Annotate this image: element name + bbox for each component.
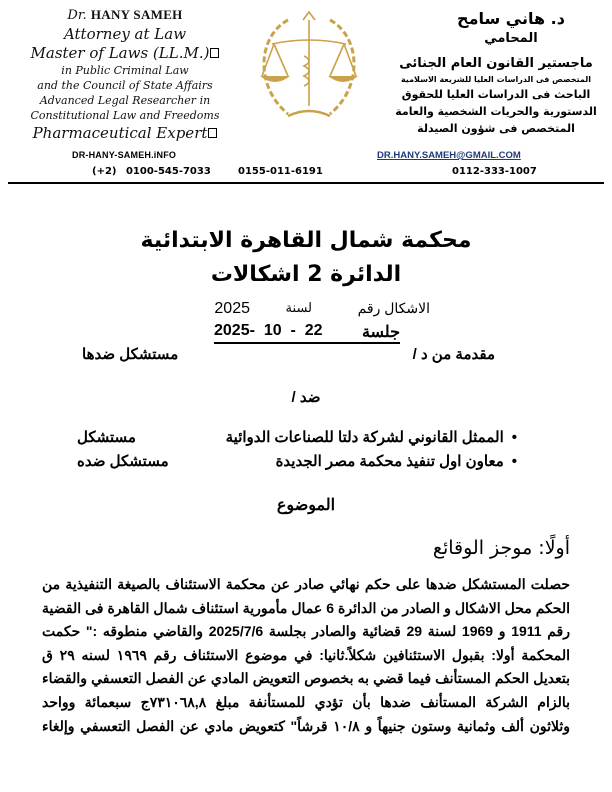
credential-line: and the Council of State Affairs (37, 79, 213, 92)
paragraph-line: رقم 1911 و 1969 لسنة 29 قضائية والصادر بجلسة 2025/7/6 والقاضي منطوقه :" حكمت (42, 623, 571, 640)
paragraph-line: وثلاثون ألف وثمانية وستون جنيهاً و ١٠/٨ قرشاً" كتعويض مادي عن الفصل التعسفي وإلغاء (42, 717, 570, 734)
credential-line-ar: المتخصص فى شؤون الصيدلة (417, 122, 575, 135)
phone-number-2: 0155-011-6191 (238, 166, 323, 177)
credential-line: Constitutional Law and Freedoms (30, 109, 220, 122)
missing-glyph-box-icon (210, 48, 219, 58)
letterhead-arabic (380, 8, 612, 137)
session-date-line (214, 322, 400, 344)
attorney-name-en: Dr. HANY SAMEH (67, 7, 183, 23)
paragraph-line: المحكمة أولا: بقبول الاستئنافين شكلاً.ثانيا: في موضوع الاستئناف رقم ١٩٦٩ لسنه ٢٩ ق (42, 646, 570, 663)
court-name: محكمة شمال القاهرة الابتدائية (140, 228, 472, 253)
paragraph-line: بالزام الشركة المستأنف ضدها بأن تؤدي للمستأنفة مبلغ ٧٣١٠٦٨,٨ج سبعمائة وواحد (42, 693, 571, 710)
attorney-name-ar: د. هاني سامح (457, 9, 565, 28)
credential-line: in Public Criminal Law (61, 64, 189, 77)
missing-glyph-box-icon (208, 128, 217, 138)
letterhead-english (0, 6, 250, 143)
session-label: جلسة (361, 324, 400, 341)
facts-paragraph (42, 573, 570, 738)
credential-line: Advanced Legal Researcher in (39, 94, 211, 107)
email-link[interactable]: DR.HANY.SAMEH@GMAIL.COM (377, 150, 521, 161)
paragraph-line: بتعديل الحكم المستأنف فيما قضي به بخصوص التعويض المادي عن الفصل التعسفي والقضاء (42, 670, 570, 687)
paragraph-line: حصلت المستشكل ضدها على حكم نهائي صادر عن محكمة الاستئناف بالصيغة التنفيذية من (42, 576, 570, 592)
website-link[interactable]: DR-HANY-SAMEH.iNFO (72, 150, 177, 160)
session-date: 2025- 10 - 22 (214, 322, 323, 339)
scales-of-justice-laurel-icon (248, 6, 370, 126)
case-year-label: لسنة (285, 300, 312, 315)
party-role: مستشكل ضده (77, 453, 169, 470)
subject-heading: الموضوع (276, 497, 336, 514)
party-role: مستشكل (77, 429, 136, 446)
letterhead-divider (8, 182, 604, 184)
paragraph-line: الحكم محل الاشكال و الصادر من الدائرة 6 عمال مأمورية استئناف شمال القاهرة فى القضية (42, 599, 570, 616)
party-name: الممثل القانوني لشركة دلتا للصناعات الدوائية (225, 429, 504, 446)
credential-line-ar: ماجستير القانون العام الجنائى (399, 56, 593, 71)
against-label: ضد / (291, 389, 321, 406)
party-name: معاون اول تنفيذ محكمة مصر الجديدة (275, 453, 504, 470)
credential-line-ar: الباحث فى الدراسات العليا للحقوق (401, 88, 591, 101)
party-item (77, 428, 517, 446)
credential-line: Attorney at Law (63, 25, 187, 43)
credential-line: Pharmaceutical Expert (0, 123, 250, 143)
party-item (77, 452, 517, 470)
submitted-by-role: مستشكل ضدها (82, 346, 179, 363)
credential-line: Master of Laws (LL.M.) (0, 44, 250, 63)
case-year: 2025 (214, 300, 250, 317)
case-number-label: الاشكال رقم (357, 300, 430, 316)
bullet-icon: • (511, 453, 517, 470)
attorney-title-ar: المحامي (484, 31, 538, 46)
court-circuit: الدائرة 2 اشكالات (210, 262, 402, 287)
facts-heading: أولًا: موجز الوقائع (432, 537, 570, 559)
phone-number-3: 0112-333-1007 (452, 166, 537, 177)
phone-number-1: (+2) 0100-545-7033 (92, 166, 211, 177)
credential-line-ar: الدستورية والحريات الشخصية والعامة (395, 105, 597, 118)
bullet-icon: • (511, 429, 517, 446)
submitted-by-label: مقدمة من د / (412, 346, 495, 363)
credential-line-ar: المتخصص فى الدراسات العليا للشريعة الاسلامية (400, 75, 592, 84)
